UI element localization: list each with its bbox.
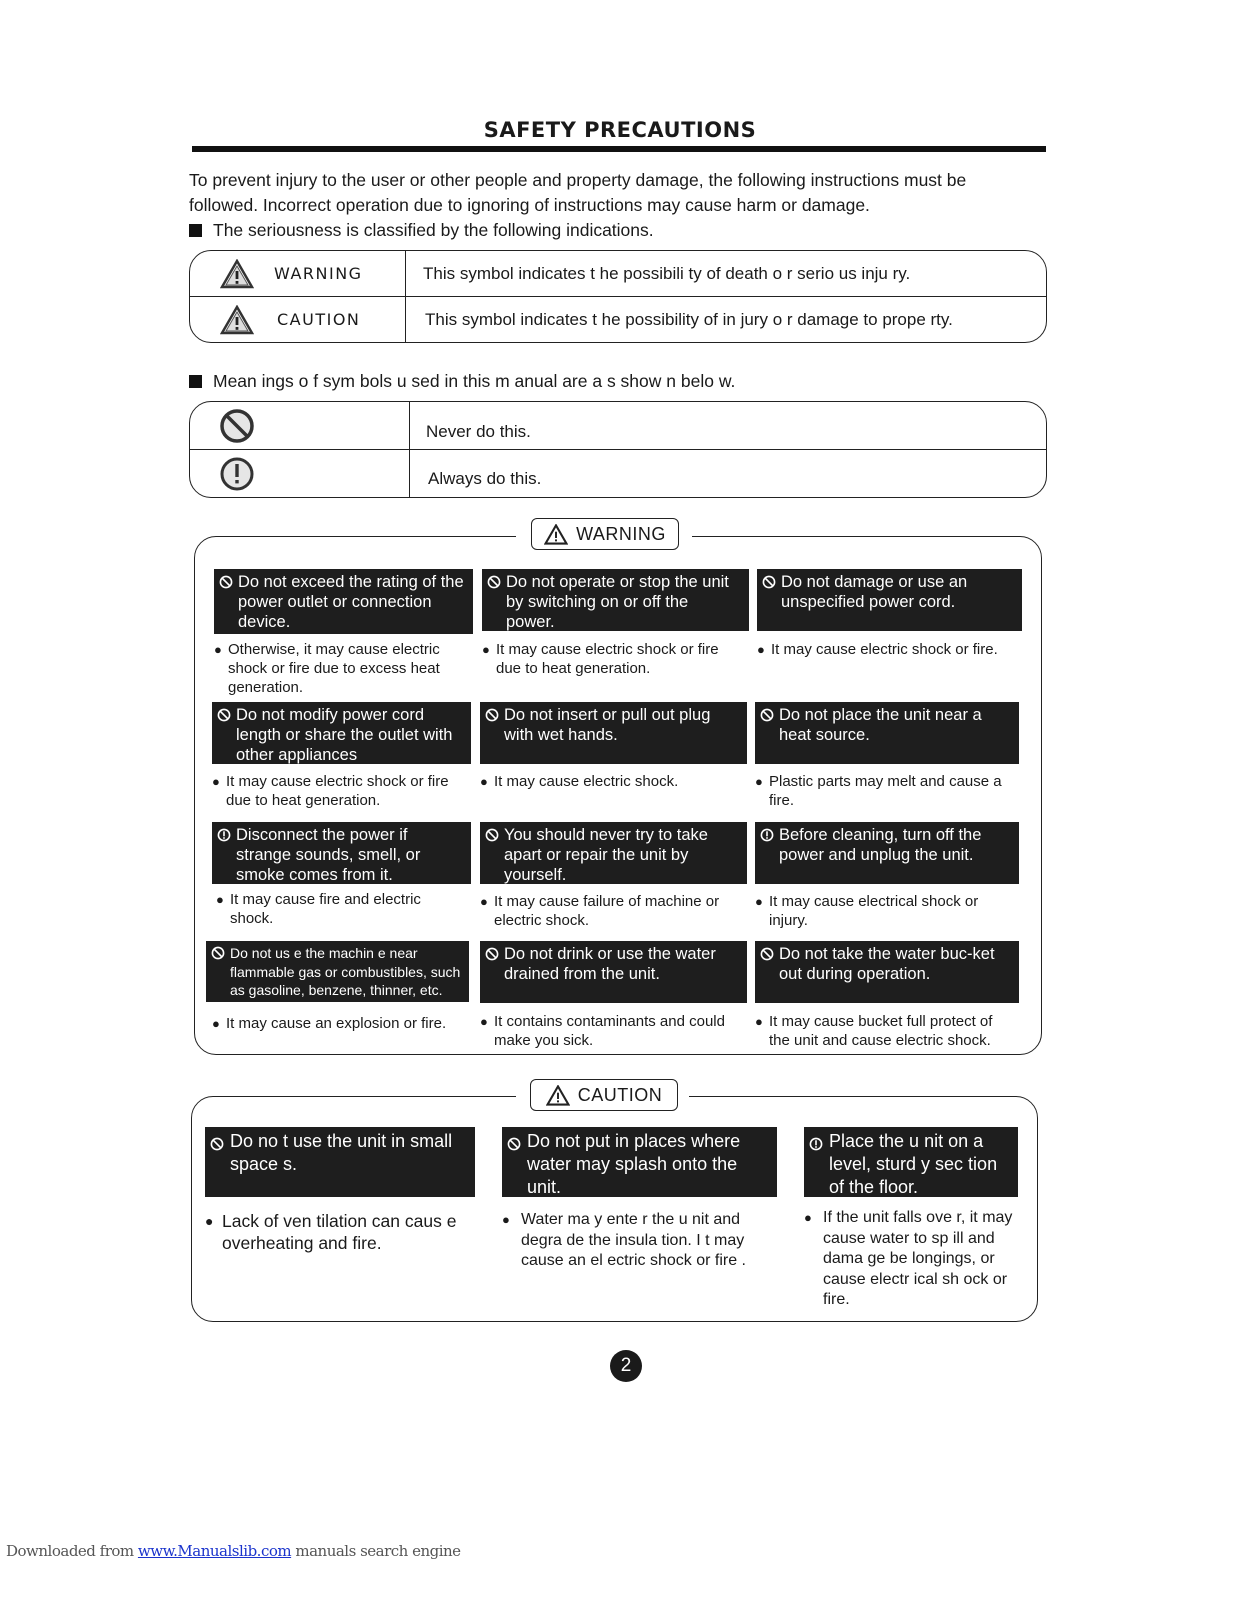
warning-instruction-text: Do not operate or stop the unit by switching on or off the power. <box>506 573 729 631</box>
prohibited-icon <box>485 707 499 727</box>
prohibited-icon <box>760 707 774 727</box>
caution-level-row <box>190 297 1046 342</box>
caution-consequence-2: ● Water ma y ente r the u nit and degra de the insula tion. I t may cause an el ectric shock or fire . <box>502 1210 772 1272</box>
caution-instruction-1 <box>205 1127 475 1197</box>
warning-instruction-text: Do not place the unit near a heat source. <box>779 706 982 744</box>
prohibited-icon <box>762 574 776 594</box>
warning-instruction-text: Before cleaning, turn off the power and unplug the unit. <box>779 826 982 864</box>
download-footer: Downloaded from www.Manualslib.com manuals search engine <box>6 1542 461 1560</box>
warning-triangle-icon <box>220 305 254 335</box>
square-bullet-icon <box>189 375 202 388</box>
warning-section-label-text: WARNING <box>576 523 666 544</box>
prohibited-icon <box>487 574 501 594</box>
warning-instruction-text: Do not damage or use an unspecified power cord. <box>781 573 968 611</box>
seriousness-heading-text: The seriousness is classified by the following indications. <box>213 220 654 240</box>
warning-section-label <box>531 518 679 550</box>
caution-instruction-text: Do no t use the unit in small space s. <box>230 1131 453 1174</box>
mandatory-icon <box>760 827 774 847</box>
mandatory-icon <box>809 1134 823 1157</box>
warning-consequence-4: ● It may cause electric shock or fire due to heat generation. <box>212 772 457 810</box>
symbol-always-text: Always do this. <box>428 468 542 488</box>
prohibited-icon <box>210 1134 224 1157</box>
warning-consequence-2: ● It may cause electric shock or fire due to heat generation. <box>482 640 737 678</box>
warning-instruction-4 <box>212 702 471 764</box>
title-rule <box>192 146 1046 152</box>
warning-consequence-1: ● Otherwise, it may cause electric shock or fire due to excess heat generation. <box>214 640 464 697</box>
warning-instruction-text: Disconnect the power if strange sounds, smell, or smoke comes from it. <box>236 826 421 884</box>
symbols-heading-text: Mean ings o f sym bols u sed in this m anual are a s show n belo w. <box>213 371 736 391</box>
prohibited-icon <box>760 946 774 966</box>
warning-consequence-6: ● Plastic parts may melt and cause a fire. <box>755 772 1010 810</box>
caution-level-label: CAUTION <box>277 310 361 329</box>
warning-instruction-5 <box>480 702 747 764</box>
warning-instruction-3 <box>757 569 1022 631</box>
warning-instruction-text: Do not insert or pull out plug with wet hands. <box>504 706 711 744</box>
warning-instruction-2 <box>482 569 749 631</box>
mandatory-icon <box>217 827 231 847</box>
page-title: SAFETY PRECAUTIONS <box>483 118 757 142</box>
symbol-never-text: Never do this. <box>426 421 531 441</box>
prohibited-icon <box>485 827 499 847</box>
warning-instruction-1 <box>214 569 473 634</box>
warning-instruction-6 <box>755 702 1019 764</box>
seriousness-heading <box>189 220 654 241</box>
symbols-heading <box>189 371 735 392</box>
prohibited-icon <box>485 946 499 966</box>
caution-instruction-text: Do not put in places where water may splash onto the unit. <box>527 1131 741 1197</box>
warning-instruction-9 <box>755 822 1019 884</box>
warning-instruction-8 <box>480 822 747 884</box>
caution-section-label <box>530 1079 678 1111</box>
warning-level-row <box>190 251 1046 296</box>
warning-instruction-text: Do not modify power cord length or share the outlet with other appliances <box>236 706 453 764</box>
warning-instruction-10 <box>206 941 469 1002</box>
warning-instruction-text: You should never try to take apart or repair the unit by yourself. <box>504 826 708 884</box>
prohibited-icon <box>219 574 233 594</box>
caution-consequence-1: ● Lack of ven tilation can caus e overheating and fire. <box>205 1210 485 1254</box>
warning-consequence-5: ● It may cause electric shock. <box>480 772 735 791</box>
warning-consequence-10: ● It may cause an explosion or fire. <box>212 1014 467 1033</box>
caution-instruction-text: Place the u nit on a level, sturd y sec tion of the floor. <box>829 1131 998 1197</box>
warning-consequence-12: ● It may cause bucket full protect of the unit and cause electric shock. <box>755 1012 1015 1050</box>
warning-instruction-text: Do not exceed the rating of the power outlet or connection device. <box>238 573 464 631</box>
warning-consequence-9: ● It may cause electrical shock or injury. <box>755 892 1010 930</box>
warning-level-label: WARNING <box>274 264 363 283</box>
warning-instruction-text: Do not us e the machin e near flammable gas or combustibles, such as gasoline, benzene, thinner, etc. <box>230 945 461 998</box>
symbol-row-always <box>190 450 1046 497</box>
prohibited-icon <box>217 707 231 727</box>
warning-triangle-icon <box>220 259 254 289</box>
caution-consequence-3: ● If the unit falls ove r, it may cause water to sp ill and dama ge be longings, or cause electr ical sh ock or fire. <box>804 1208 1034 1311</box>
intro-paragraph: To prevent injury to the user or other people and property damage, the following instructions must be followed. Incorrect operation due to ignoring of instructions may cause harm or damage. <box>189 170 967 215</box>
seriousness-table <box>189 250 1047 343</box>
warning-instruction-12 <box>755 941 1019 1003</box>
prohibited-icon <box>219 408 255 444</box>
symbol-row-never <box>190 402 1046 449</box>
warning-instruction-text: Do not take the water buc-ket out during operation. <box>779 945 995 983</box>
caution-instruction-2 <box>502 1127 777 1197</box>
caution-instruction-3 <box>804 1127 1018 1197</box>
warning-consequence-8: ● It may cause failure of machine or electric shock. <box>480 892 735 930</box>
mandatory-icon <box>219 456 255 492</box>
warning-instruction-11 <box>480 941 747 1003</box>
page-number: 2 <box>610 1350 642 1382</box>
warning-consequence-3: ● It may cause electric shock or fire. <box>757 640 1017 659</box>
warning-level-text: This symbol indicates t he possibili ty of death o r serio us inju ry. <box>423 263 911 283</box>
warning-triangle-icon <box>544 524 568 545</box>
square-bullet-icon <box>189 224 202 237</box>
caution-level-text: This symbol indicates t he possibility of in jury o r damage to prope rty. <box>425 309 953 329</box>
prohibited-icon <box>507 1134 521 1157</box>
prohibited-icon <box>211 946 225 965</box>
warning-triangle-icon <box>546 1085 570 1106</box>
warning-instruction-7 <box>212 822 471 884</box>
caution-section-label-text: CAUTION <box>577 1084 663 1105</box>
symbols-table <box>189 401 1047 498</box>
manualslib-link[interactable]: www.Manualslib.com <box>137 1542 292 1560</box>
warning-instruction-text: Do not drink or use the water drained from the unit. <box>504 945 716 983</box>
warning-consequence-11: ● It contains contaminants and could make you sick. <box>480 1012 735 1050</box>
warning-consequence-7: ● It may cause fire and electric shock. <box>216 890 466 928</box>
